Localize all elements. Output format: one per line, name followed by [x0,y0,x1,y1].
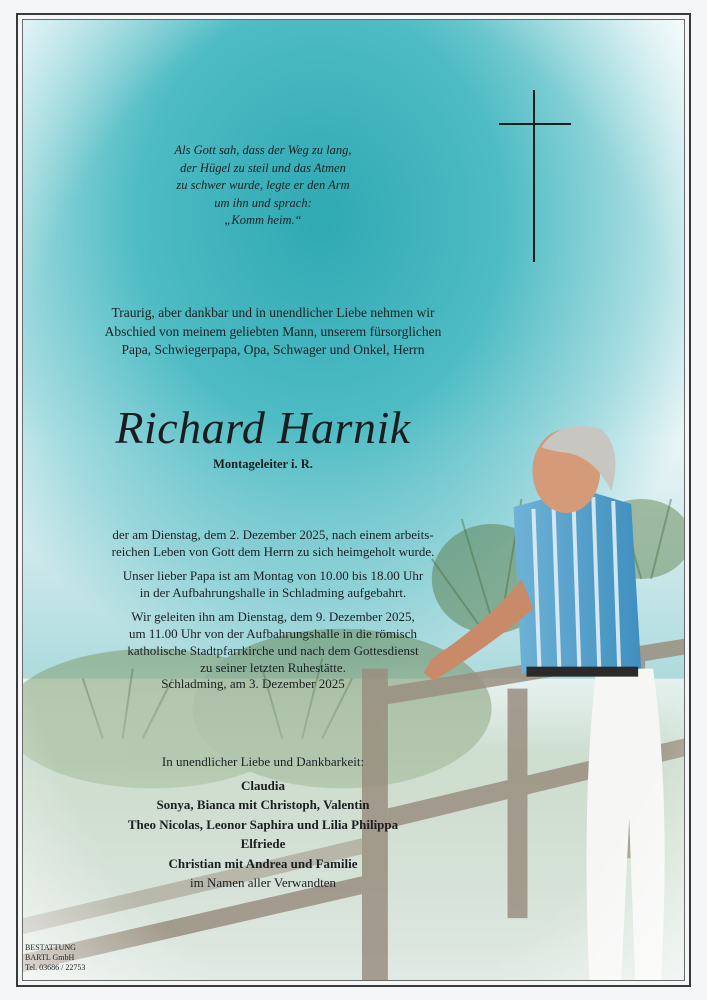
deceased-profession: Montageleiter i. R. [213,457,313,471]
notice-card [22,19,685,981]
mourner-name: Claudia [240,777,286,793]
cross-icon [499,90,571,262]
place-date: Schladming, am 3. Dezember 2025 [161,676,345,691]
mourners-lead: In unendlicher Liebe und Dankbarkeit: [161,754,365,769]
undertaker-imprint: BESTATTUNG BARTL GmbH Tel. 03686 / 22753 [25,943,86,972]
death-notice: der am Dienstag, dem 2. Dezember 2025, nach einem arbeits- reichen Leben von Gott dem Herrn zu sich heimgeholt wurde. [111,527,435,559]
poem-line: um ihn und sprach: [214,195,312,210]
funeral-info: Wir geleiten ihn am Dienstag, dem 9. Dezember 2025, um 11.00 Uhr von der Aufbahrungshalle in die römisch katholische Stadtpfarrkirche und nach dem Gottesdienst zu seiner letzten Ruhestätte. [127,609,419,675]
mourners [103,752,423,893]
poem [143,142,383,230]
intro-text [43,304,503,360]
mourner-name: Theo Nicolas, Leonor Saphira und Lilia Philippa [127,816,399,832]
intro-line: Traurig, aber dankbar und in unendlicher Liebe nehmen wir [111,305,435,320]
poem-line: der Hügel zu steil und das Atmen [180,160,346,175]
mourner-name: Christian mit Andrea und Familie [168,855,358,871]
intro-line: Abschied von meinem geliebten Mann, unserem fürsorglichen [104,323,442,339]
intro-line: Papa, Schwiegerpapa, Opa, Schwager und Onkel, Herrn [121,342,425,357]
notice-body [63,526,483,683]
mourners-closing: im Namen aller Verwandten [190,875,336,890]
mourner-name: Sonya, Bianca mit Christoph, Valentin [156,797,370,812]
poem-line: „Komm heim.“ [224,213,302,227]
poem-line: zu schwer wurde, legte er den Arm [176,178,350,192]
mourner-name: Elfriede [240,836,286,851]
deceased-name: Richard Harnik [115,402,411,453]
poem-line: Als Gott sah, dass der Weg zu lang, [174,143,352,157]
viewing-info: Unser lieber Papa ist am Montag von 10.00 bis 18.00 Uhr in der Aufbahrungshalle in Schladming aufgebahrt. [122,568,424,600]
